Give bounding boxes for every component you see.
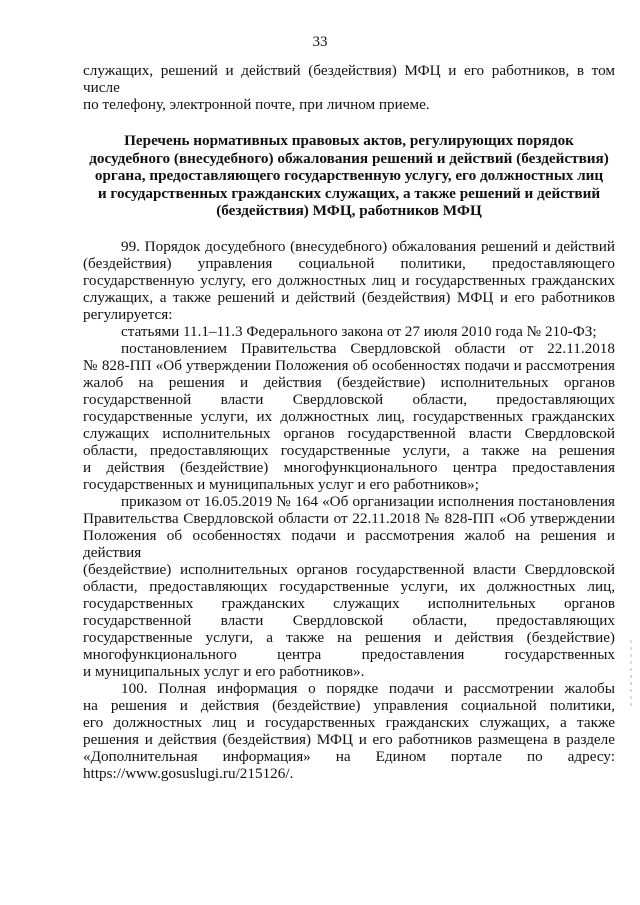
text-line: «Дополнительная информация» на Едином портале по адресу:	[83, 747, 615, 765]
paragraph-99	[83, 238, 615, 323]
text-line: https://www.gosuslugi.ru/215126/.	[83, 764, 294, 782]
paragraph-100	[83, 680, 615, 782]
text-line: и действия (бездействие) многофункционального центра предоставления	[83, 458, 615, 476]
text-line: и муниципальных услуг и его работников».	[83, 662, 365, 680]
text-line: многофункционального центра предоставления государственных	[83, 645, 615, 663]
text-line: государственной власти Свердловской области, предоставляющих	[83, 390, 615, 408]
text-line: № 828-ПП «Об утверждении Положения об особенностях подачи и рассмотрения	[83, 356, 615, 374]
text-line: постановлением Правительства Свердловской области от 22.11.2018	[121, 339, 615, 357]
document-body	[83, 62, 615, 782]
scan-artifact	[630, 640, 632, 710]
text-line: государственную услугу, его должностных лиц и государственных гражданских	[83, 271, 615, 289]
text-line: Правительства Свердловской области от 22.11.2018 № 828-ПП «Об утверждении	[83, 509, 615, 527]
text-line: по телефону, электронной почте, при личном приеме.	[83, 96, 430, 113]
text-line: государственные услуги, а также на решения и действия (бездействие)	[83, 628, 615, 646]
text-line: приказом от 16.05.2019 № 164 «Об организации исполнения постановления	[121, 492, 615, 510]
text-line: государственные услуги, их должностных лиц, государственных гражданских	[83, 407, 615, 425]
text-line: регулируется:	[83, 305, 173, 323]
text-line: государственной власти Свердловской области, предоставляющих	[83, 611, 615, 629]
text-line: на решения и действия (бездействие) управления социальной политики,	[83, 696, 615, 714]
text-line: жалоб на решения и действия (бездействие) исполнительных органов	[83, 373, 615, 391]
text-line: области, предоставляющих государственные услуги, а также на решения	[83, 441, 615, 459]
text-line: (бездействие) исполнительных органов государственной власти Свердловской	[83, 560, 615, 578]
list-item-order	[83, 493, 615, 680]
text-line: служащих исполнительных органов государственной власти Свердловской	[83, 424, 615, 442]
text-line: 99. Порядок досудебного (внесудебного) обжалования решений и действий	[121, 237, 615, 255]
section-heading	[83, 132, 615, 220]
heading-line: Перечень нормативных правовых актов, регулирующих порядок	[124, 132, 574, 149]
text-line: служащих, а также решений и действий (бездействия) МФЦ и его работников	[83, 288, 615, 306]
text-line: статьями 11.1–11.3 Федерального закона от 27 июля 2010 года № 210-ФЗ;	[121, 322, 597, 340]
text-line: государственных гражданских служащих исполнительных органов	[83, 594, 615, 612]
heading-line: (бездействия) МФЦ, работников МФЦ	[216, 202, 482, 219]
heading-line: и государственных гражданских служащих, а также решений и действий	[97, 184, 601, 202]
text-line: его должностных лиц и государственных гражданских служащих, а также	[83, 713, 615, 731]
text-line: служащих, решений и действий (бездействия) МФЦ и его работников, в том числе	[83, 62, 615, 96]
heading-line: органа, предоставляющего государственную услугу, его должностных лиц	[94, 167, 604, 184]
text-line: (бездействия) управления социальной политики, предоставляющего	[83, 254, 615, 272]
text-line: 100. Полная информация о порядке подачи и рассмотрении жалобы	[121, 679, 615, 697]
text-line: области, предоставляющих государственные услуги, их должностных лиц,	[83, 577, 615, 595]
page-number: 33	[312, 34, 328, 50]
heading-line: досудебного (внесудебного) обжалования решений и действий (бездействия)	[89, 149, 609, 167]
list-item-resolution	[83, 340, 615, 493]
text-line: государственных и муниципальных услуг и его работников»;	[83, 475, 479, 493]
text-line: решения и действия (бездействия) МФЦ и его работников размещена в разделе	[83, 730, 615, 748]
intro-paragraph	[83, 62, 615, 113]
list-item-statute	[83, 323, 615, 340]
text-line: Положения об особенностях подачи и рассмотрения жалоб на решения и действия	[83, 526, 615, 561]
